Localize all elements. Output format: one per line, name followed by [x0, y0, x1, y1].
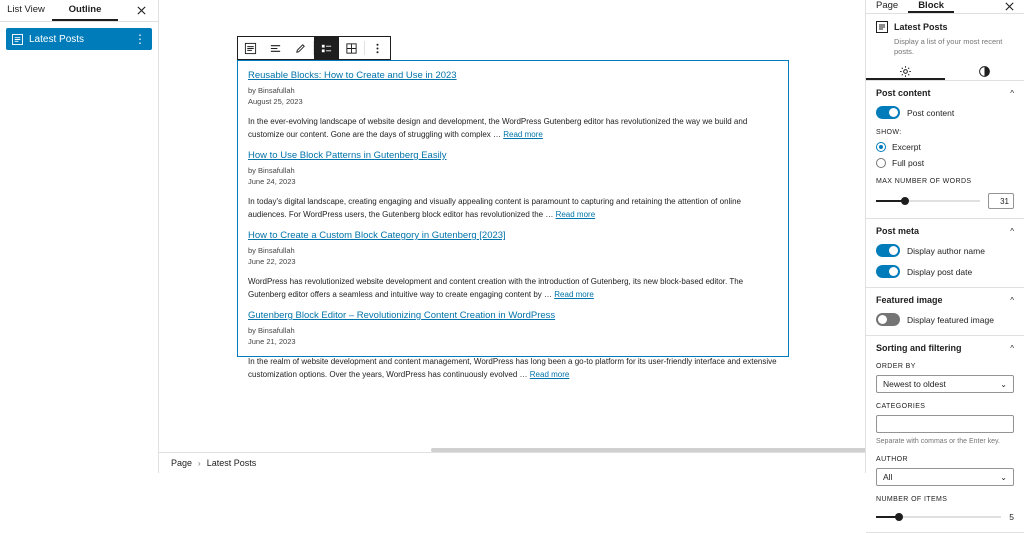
tab-styles[interactable]	[945, 65, 1024, 80]
toggle-post-content-label: Post content	[907, 107, 955, 118]
post-date: August 25, 2023	[248, 97, 303, 106]
post-item	[248, 309, 778, 381]
author-select[interactable]	[876, 468, 1014, 486]
number-of-items-value: 5	[1009, 512, 1014, 522]
post-excerpt-text: In the realm of website development and content management, WordPress has long been a go-to platform for its user-friendly interface and extensive customization options. Over the years, WordPress has continuously evolved …	[248, 357, 777, 379]
section-featured-image-header[interactable]	[876, 295, 1014, 305]
section-sorting-filtering-header[interactable]	[876, 343, 1014, 353]
chevron-down-icon: ⌄	[1000, 472, 1007, 482]
breadcrumb-item-page[interactable]: Page	[171, 458, 193, 468]
list-item-latest-posts[interactable]	[6, 28, 152, 50]
right-sidebar-tabs	[866, 0, 1024, 14]
section-post-meta-header[interactable]	[876, 226, 1014, 236]
toggle-display-date-label: Display post date	[907, 266, 973, 277]
block-settings-tabs	[866, 65, 1024, 81]
toggle-display-author[interactable]	[876, 244, 1014, 257]
chevron-up-icon: ^	[1010, 88, 1014, 98]
post-excerpt-text: WordPress has revolutionized website development and content creation with the introduction of Gutenberg, its new block-based editor. The Gutenberg editor offers a seamless and intuitive way to create engaging content by …	[248, 277, 744, 299]
close-icon	[136, 5, 147, 16]
left-sidebar	[0, 0, 159, 473]
max-words-slider[interactable]	[876, 195, 980, 207]
order-by-select[interactable]	[876, 375, 1014, 393]
tab-list-view[interactable]	[0, 0, 52, 21]
close-icon	[1004, 1, 1015, 12]
categories-label: CATEGORIES	[876, 403, 926, 410]
post-date: June 22, 2023	[248, 257, 296, 266]
read-more-link[interactable]: Read more	[503, 130, 543, 139]
post-author: by Binsafullah	[248, 86, 295, 95]
post-item	[248, 149, 778, 221]
post-title-link[interactable]: Gutenberg Block Editor – Revolutionizing Content Creation in WordPress	[248, 310, 556, 321]
close-left-sidebar-button[interactable]	[124, 0, 158, 21]
tab-page[interactable]	[866, 0, 908, 13]
order-by-label: ORDER BY	[876, 363, 916, 370]
author-label: AUTHOR	[876, 456, 908, 463]
chevron-up-icon: ^	[1010, 343, 1014, 353]
display-date-switch[interactable]	[876, 265, 900, 278]
categories-input[interactable]	[876, 415, 1014, 433]
number-of-items-control	[876, 511, 1014, 523]
section-featured-image	[866, 288, 1024, 336]
editor-canvas	[159, 0, 865, 473]
post-excerpt	[248, 355, 778, 381]
block-info-card	[866, 14, 1024, 65]
post-content-switch[interactable]	[876, 106, 900, 119]
breadcrumb-item-latest-posts[interactable]: Latest Posts	[206, 458, 257, 468]
block-toolbar	[237, 36, 391, 60]
breadcrumb-separator-icon: ›	[198, 458, 201, 468]
show-label: SHOW:	[876, 129, 902, 136]
chevron-up-icon: ^	[1010, 295, 1014, 305]
more-options-icon[interactable]	[365, 37, 390, 59]
toggle-display-author-label: Display author name	[907, 245, 985, 256]
grid-view-icon[interactable]	[339, 37, 364, 59]
toggle-display-featured-image-label: Display featured image	[907, 314, 994, 325]
number-of-items-slider[interactable]	[876, 511, 1001, 523]
right-sidebar	[865, 0, 1024, 522]
latest-posts-block[interactable]	[237, 60, 789, 379]
tab-page-label: Page	[876, 0, 899, 11]
post-author: by Binsafullah	[248, 246, 295, 255]
post-item	[248, 69, 778, 141]
chevron-up-icon: ^	[1010, 226, 1014, 236]
categories-help-text: Separate with commas or the Enter key.	[876, 438, 1000, 445]
post-title-link[interactable]: How to Use Block Patterns in Gutenberg Easily	[248, 150, 447, 161]
block-description: Display a list of your most recent posts.	[894, 37, 1003, 56]
left-sidebar-tabs	[0, 0, 158, 22]
post-excerpt	[248, 195, 778, 221]
post-excerpt	[248, 115, 778, 141]
styles-contrast-icon	[978, 65, 991, 78]
order-by-value: Newest to oldest	[883, 379, 946, 389]
tab-list-view-label: List View	[7, 4, 45, 15]
settings-gear-icon	[899, 65, 912, 78]
number-of-items-label: NUMBER OF ITEMS	[876, 496, 948, 503]
radio-full-post-label: Full post	[892, 158, 925, 168]
section-post-meta	[866, 219, 1024, 288]
list-view-icon[interactable]	[314, 37, 339, 59]
section-title: Featured image	[876, 295, 943, 305]
section-title: Post content	[876, 88, 931, 98]
align-icon[interactable]	[263, 37, 288, 59]
toggle-display-featured-image[interactable]	[876, 313, 1014, 326]
list-item-label: Latest Posts	[29, 33, 85, 45]
block-name: Latest Posts	[894, 22, 948, 32]
tab-block-label: Block	[918, 0, 945, 11]
read-more-link[interactable]: Read more	[555, 210, 596, 219]
section-title: Sorting and filtering	[876, 343, 962, 353]
post-author: by Binsafullah	[248, 166, 295, 175]
close-right-sidebar-button[interactable]	[994, 0, 1024, 13]
post-title-link[interactable]: How to Create a Custom Block Category in Gutenberg [2023]	[248, 230, 506, 241]
change-block-type-icon[interactable]	[238, 37, 263, 59]
tab-outline-label: Outline	[68, 4, 102, 15]
tab-block[interactable]	[908, 0, 954, 13]
chevron-down-icon: ⌄	[1000, 379, 1007, 389]
breadcrumb	[159, 452, 865, 473]
author-value: All	[883, 472, 893, 482]
display-featured-image-switch[interactable]	[876, 313, 900, 326]
radio-full-post-input[interactable]	[876, 158, 886, 168]
latest-posts-icon	[876, 21, 888, 33]
canvas-scroll-area	[159, 0, 865, 452]
max-words-control	[876, 193, 1014, 209]
post-item	[248, 229, 778, 301]
section-sorting-filtering	[866, 336, 1024, 533]
post-author: by Binsafullah	[248, 326, 295, 335]
post-date: June 21, 2023	[248, 337, 296, 346]
edit-pencil-icon[interactable]	[288, 37, 313, 59]
radio-excerpt-label: Excerpt	[892, 142, 921, 152]
radio-excerpt[interactable]	[876, 142, 1014, 152]
toggle-display-date[interactable]	[876, 265, 1014, 278]
display-author-switch[interactable]	[876, 244, 900, 257]
section-title: Post meta	[876, 226, 920, 236]
list-item-options-icon[interactable]: ⋮	[134, 32, 146, 46]
post-excerpt	[248, 275, 778, 301]
post-excerpt-text: In today's digital landscape, creating engaging and visually appealing content is paramount to capturing and retaining the attention of online audiences. For WordPress users, the Gutenberg block editor has revolutionized the …	[248, 197, 741, 219]
read-more-link[interactable]: Read more	[529, 370, 570, 379]
max-words-label: MAX NUMBER OF WORDS	[876, 178, 972, 185]
read-more-link[interactable]: Read more	[554, 290, 594, 299]
section-post-content	[866, 81, 1024, 219]
tab-settings[interactable]	[866, 65, 945, 80]
post-excerpt-text: In the ever-evolving landscape of website design and development, the WordPress Gutenberg editor has revolutionized the way we build and customize our content. Gone are the days of struggling with complex …	[248, 117, 748, 139]
radio-full-post[interactable]	[876, 158, 1014, 168]
list-view-items	[0, 22, 158, 50]
toggle-post-content[interactable]	[876, 106, 1014, 119]
section-post-content-header[interactable]	[876, 88, 1014, 98]
tab-outline[interactable]	[52, 0, 118, 21]
max-words-input[interactable]: 31	[988, 193, 1014, 209]
post-title-link[interactable]: Reusable Blocks: How to Create and Use in 2023	[248, 70, 457, 81]
latest-posts-icon	[12, 34, 23, 45]
post-date: June 24, 2023	[248, 177, 296, 186]
radio-excerpt-input[interactable]	[876, 142, 886, 152]
